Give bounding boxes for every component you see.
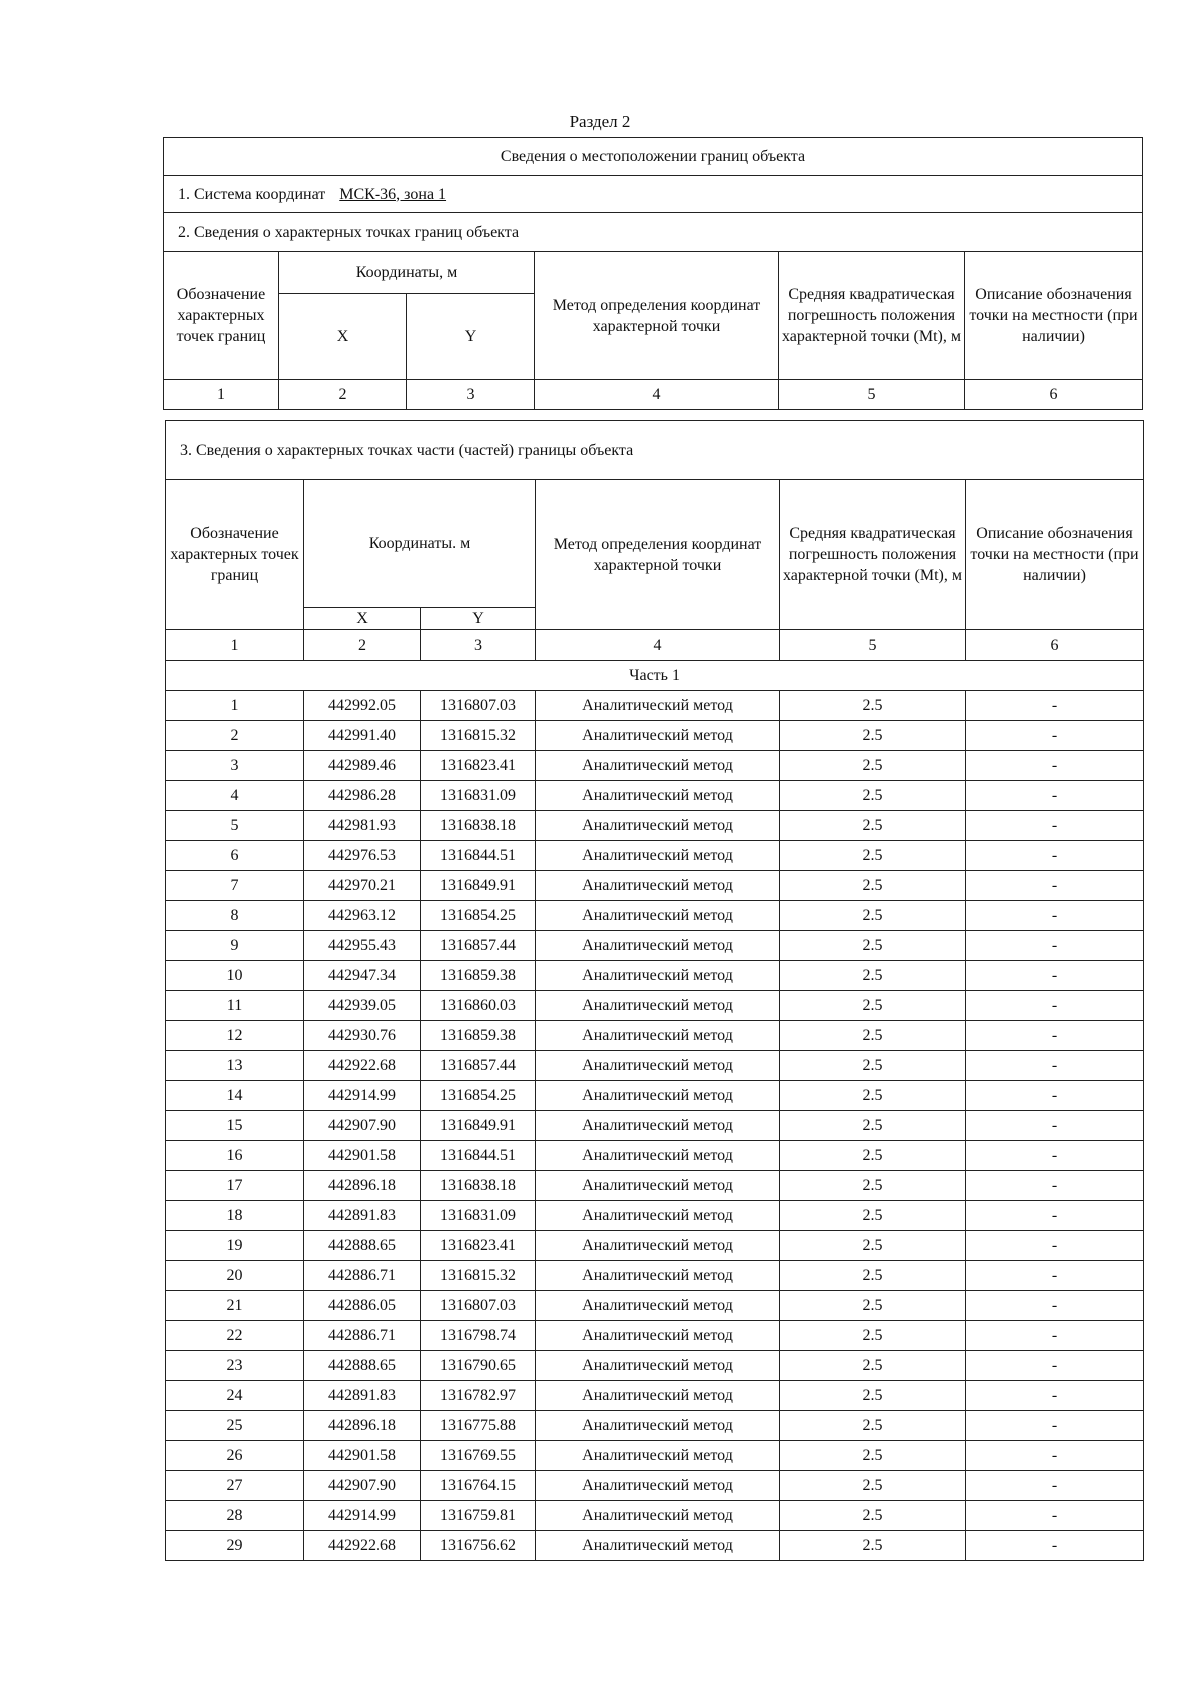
header-error: Средняя квадратическая погрешность положения характерной точки (Mt), м xyxy=(779,252,965,380)
description-cell: - xyxy=(966,931,1144,961)
y-coordinate-cell: 1316849.91 xyxy=(421,1111,536,1141)
point-number-cell: 7 xyxy=(166,871,304,901)
x-coordinate-cell: 442914.99 xyxy=(304,1501,421,1531)
y-coordinate-cell: 1316756.62 xyxy=(421,1531,536,1561)
col-number: 1 xyxy=(166,630,304,661)
table-row xyxy=(166,811,1144,841)
table-row xyxy=(166,961,1144,991)
description-cell: - xyxy=(966,1051,1144,1081)
boundary-part-points-table xyxy=(165,420,1144,1561)
table-row xyxy=(166,1081,1144,1111)
x-coordinate-cell: 442981.93 xyxy=(304,811,421,841)
description-cell: - xyxy=(966,961,1144,991)
x-coordinate-cell: 442888.65 xyxy=(304,1351,421,1381)
section-title: Раздел 2 xyxy=(569,112,631,131)
y-coordinate-cell: 1316859.38 xyxy=(421,1021,536,1051)
y-coordinate-cell: 1316782.97 xyxy=(421,1381,536,1411)
method-cell: Аналитический метод xyxy=(536,1051,780,1081)
description-cell: - xyxy=(966,991,1144,1021)
x-coordinate-cell: 442986.28 xyxy=(304,781,421,811)
method-cell: Аналитический метод xyxy=(536,1411,780,1441)
description-cell: - xyxy=(966,871,1144,901)
point-number-cell: 2 xyxy=(166,721,304,751)
method-cell: Аналитический метод xyxy=(536,721,780,751)
x-coordinate-cell: 442991.40 xyxy=(304,721,421,751)
x-coordinate-cell: 442888.65 xyxy=(304,1231,421,1261)
y-coordinate-cell: 1316775.88 xyxy=(421,1411,536,1441)
header-description: Описание обозначения точки на местности (при наличии) xyxy=(965,252,1143,380)
method-cell: Аналитический метод xyxy=(536,1261,780,1291)
table-row xyxy=(166,1111,1144,1141)
point-number-cell: 8 xyxy=(166,901,304,931)
col-number: 1 xyxy=(164,380,279,410)
x-coordinate-cell: 442901.58 xyxy=(304,1141,421,1171)
col-number: 3 xyxy=(407,380,535,410)
table-row xyxy=(166,1021,1144,1051)
description-cell: - xyxy=(966,1501,1144,1531)
table1-title: Сведения о местоположении границ объекта xyxy=(164,138,1143,176)
error-cell: 2.5 xyxy=(780,1321,966,1351)
x-coordinate-cell: 442896.18 xyxy=(304,1411,421,1441)
column-numbers-row xyxy=(166,630,1144,661)
coord-system-label: 1. Система координат xyxy=(178,185,326,203)
description-cell: - xyxy=(966,1381,1144,1411)
error-cell: 2.5 xyxy=(780,1111,966,1141)
table-row xyxy=(166,1261,1144,1291)
point-number-cell: 4 xyxy=(166,781,304,811)
x-coordinate-cell: 442886.71 xyxy=(304,1261,421,1291)
boundary-location-table xyxy=(163,137,1143,410)
point-number-cell: 11 xyxy=(166,991,304,1021)
description-cell: - xyxy=(966,781,1144,811)
x-coordinate-cell: 442992.05 xyxy=(304,691,421,721)
x-coordinate-cell: 442891.83 xyxy=(304,1201,421,1231)
description-cell: - xyxy=(966,1351,1144,1381)
description-cell: - xyxy=(966,1201,1144,1231)
col-number: 4 xyxy=(535,380,779,410)
coord-system-row xyxy=(164,176,1143,213)
x-coordinate-cell: 442970.21 xyxy=(304,871,421,901)
method-cell: Аналитический метод xyxy=(536,841,780,871)
table-row xyxy=(166,1531,1144,1561)
method-cell: Аналитический метод xyxy=(536,1111,780,1141)
error-cell: 2.5 xyxy=(780,871,966,901)
y-coordinate-cell: 1316798.74 xyxy=(421,1321,536,1351)
header-x: X xyxy=(304,608,421,630)
x-coordinate-cell: 442907.90 xyxy=(304,1111,421,1141)
method-cell: Аналитический метод xyxy=(536,1171,780,1201)
description-cell: - xyxy=(966,1141,1144,1171)
point-number-cell: 15 xyxy=(166,1111,304,1141)
y-coordinate-cell: 1316860.03 xyxy=(421,991,536,1021)
y-coordinate-cell: 1316859.38 xyxy=(421,961,536,991)
method-cell: Аналитический метод xyxy=(536,901,780,931)
table-row xyxy=(166,1441,1144,1471)
error-cell: 2.5 xyxy=(780,1261,966,1291)
description-cell: - xyxy=(966,1321,1144,1351)
col-number: 6 xyxy=(965,380,1143,410)
point-number-cell: 10 xyxy=(166,961,304,991)
error-cell: 2.5 xyxy=(780,901,966,931)
point-number-cell: 29 xyxy=(166,1531,304,1561)
col-number: 6 xyxy=(966,630,1144,661)
y-coordinate-cell: 1316844.51 xyxy=(421,1141,536,1171)
table2-title: 3. Сведения о характерных точках части (частей) границы объекта xyxy=(166,421,1144,480)
error-cell: 2.5 xyxy=(780,1441,966,1471)
description-cell: - xyxy=(966,721,1144,751)
method-cell: Аналитический метод xyxy=(536,1081,780,1111)
method-cell: Аналитический метод xyxy=(536,1201,780,1231)
y-coordinate-cell: 1316807.03 xyxy=(421,1291,536,1321)
table-row xyxy=(166,871,1144,901)
x-coordinate-cell: 442914.99 xyxy=(304,1081,421,1111)
point-number-cell: 20 xyxy=(166,1261,304,1291)
point-number-cell: 22 xyxy=(166,1321,304,1351)
col-number: 5 xyxy=(779,380,965,410)
header-coordinates: Координаты, м xyxy=(279,252,535,294)
header-coordinates: Координаты. м xyxy=(304,480,536,608)
error-cell: 2.5 xyxy=(780,841,966,871)
description-cell: - xyxy=(966,1171,1144,1201)
header-y: Y xyxy=(421,608,536,630)
method-cell: Аналитический метод xyxy=(536,871,780,901)
point-number-cell: 16 xyxy=(166,1141,304,1171)
col-number: 5 xyxy=(780,630,966,661)
description-cell: - xyxy=(966,1111,1144,1141)
error-cell: 2.5 xyxy=(780,1141,966,1171)
method-cell: Аналитический метод xyxy=(536,811,780,841)
error-cell: 2.5 xyxy=(780,931,966,961)
method-cell: Аналитический метод xyxy=(536,1021,780,1051)
method-cell: Аналитический метод xyxy=(536,751,780,781)
table-row xyxy=(166,1321,1144,1351)
table-row xyxy=(166,991,1144,1021)
point-number-cell: 3 xyxy=(166,751,304,781)
method-cell: Аналитический метод xyxy=(536,931,780,961)
table-row xyxy=(166,1291,1144,1321)
error-cell: 2.5 xyxy=(780,1411,966,1441)
description-cell: - xyxy=(966,751,1144,781)
table-row xyxy=(166,1231,1144,1261)
table-row xyxy=(166,841,1144,871)
description-cell: - xyxy=(966,841,1144,871)
x-coordinate-cell: 442939.05 xyxy=(304,991,421,1021)
y-coordinate-cell: 1316844.51 xyxy=(421,841,536,871)
y-coordinate-cell: 1316831.09 xyxy=(421,1201,536,1231)
header-method: Метод определения координат характерной точки xyxy=(535,252,779,380)
column-numbers-row xyxy=(164,380,1143,410)
header-designation: Обозначение характерных точек границ xyxy=(166,480,304,630)
point-number-cell: 26 xyxy=(166,1441,304,1471)
method-cell: Аналитический метод xyxy=(536,1441,780,1471)
x-coordinate-cell: 442989.46 xyxy=(304,751,421,781)
error-cell: 2.5 xyxy=(780,1171,966,1201)
method-cell: Аналитический метод xyxy=(536,1471,780,1501)
y-coordinate-cell: 1316764.15 xyxy=(421,1471,536,1501)
x-coordinate-cell: 442963.12 xyxy=(304,901,421,931)
y-coordinate-cell: 1316823.41 xyxy=(421,1231,536,1261)
point-number-cell: 27 xyxy=(166,1471,304,1501)
table-row xyxy=(166,1141,1144,1171)
header-x: X xyxy=(279,294,407,380)
error-cell: 2.5 xyxy=(780,691,966,721)
table-row xyxy=(166,1381,1144,1411)
x-coordinate-cell: 442886.71 xyxy=(304,1321,421,1351)
part-label: Часть 1 xyxy=(166,661,1144,691)
table-row xyxy=(166,1501,1144,1531)
table-row xyxy=(166,1471,1144,1501)
table-row xyxy=(166,781,1144,811)
point-number-cell: 21 xyxy=(166,1291,304,1321)
y-coordinate-cell: 1316831.09 xyxy=(421,781,536,811)
description-cell: - xyxy=(966,1081,1144,1111)
y-coordinate-cell: 1316807.03 xyxy=(421,691,536,721)
error-cell: 2.5 xyxy=(780,961,966,991)
x-coordinate-cell: 442930.76 xyxy=(304,1021,421,1051)
y-coordinate-cell: 1316857.44 xyxy=(421,1051,536,1081)
header-description: Описание обозначения точки на местности (при наличии) xyxy=(966,480,1144,630)
description-cell: - xyxy=(966,901,1144,931)
x-coordinate-cell: 442886.05 xyxy=(304,1291,421,1321)
method-cell: Аналитический метод xyxy=(536,1501,780,1531)
col-number: 4 xyxy=(536,630,780,661)
x-coordinate-cell: 442976.53 xyxy=(304,841,421,871)
point-number-cell: 5 xyxy=(166,811,304,841)
method-cell: Аналитический метод xyxy=(536,1141,780,1171)
y-coordinate-cell: 1316759.81 xyxy=(421,1501,536,1531)
point-number-cell: 25 xyxy=(166,1411,304,1441)
x-coordinate-cell: 442896.18 xyxy=(304,1171,421,1201)
error-cell: 2.5 xyxy=(780,1081,966,1111)
coord-system-value: МСК-36, зона 1 xyxy=(339,185,447,203)
y-coordinate-cell: 1316769.55 xyxy=(421,1441,536,1471)
point-number-cell: 14 xyxy=(166,1081,304,1111)
table-row xyxy=(166,1351,1144,1381)
table-row xyxy=(166,1171,1144,1201)
description-cell: - xyxy=(966,1231,1144,1261)
y-coordinate-cell: 1316849.91 xyxy=(421,871,536,901)
y-coordinate-cell: 1316823.41 xyxy=(421,751,536,781)
error-cell: 2.5 xyxy=(780,1291,966,1321)
error-cell: 2.5 xyxy=(780,1201,966,1231)
error-cell: 2.5 xyxy=(780,1051,966,1081)
x-coordinate-cell: 442907.90 xyxy=(304,1471,421,1501)
col-number: 2 xyxy=(279,380,407,410)
method-cell: Аналитический метод xyxy=(536,991,780,1021)
header-error: Средняя квадратическая погрешность положения характерной точки (Mt), м xyxy=(780,480,966,630)
point-number-cell: 19 xyxy=(166,1231,304,1261)
col-number: 3 xyxy=(421,630,536,661)
col-number: 2 xyxy=(304,630,421,661)
method-cell: Аналитический метод xyxy=(536,1291,780,1321)
method-cell: Аналитический метод xyxy=(536,1351,780,1381)
table-row xyxy=(166,931,1144,961)
x-coordinate-cell: 442922.68 xyxy=(304,1531,421,1561)
error-cell: 2.5 xyxy=(780,991,966,1021)
description-cell: - xyxy=(966,1411,1144,1441)
point-number-cell: 17 xyxy=(166,1171,304,1201)
error-cell: 2.5 xyxy=(780,1501,966,1531)
point-number-cell: 12 xyxy=(166,1021,304,1051)
table-row xyxy=(166,751,1144,781)
point-number-cell: 23 xyxy=(166,1351,304,1381)
header-y: Y xyxy=(407,294,535,380)
point-number-cell: 24 xyxy=(166,1381,304,1411)
point-number-cell: 9 xyxy=(166,931,304,961)
point-number-cell: 1 xyxy=(166,691,304,721)
error-cell: 2.5 xyxy=(780,721,966,751)
method-cell: Аналитический метод xyxy=(536,961,780,991)
points-table-body xyxy=(166,691,1144,1561)
points-section-title: 2. Сведения о характерных точках границ объекта xyxy=(164,213,1143,252)
y-coordinate-cell: 1316838.18 xyxy=(421,1171,536,1201)
point-number-cell: 6 xyxy=(166,841,304,871)
table-row xyxy=(166,1411,1144,1441)
description-cell: - xyxy=(966,1021,1144,1051)
x-coordinate-cell: 442947.34 xyxy=(304,961,421,991)
description-cell: - xyxy=(966,1471,1144,1501)
error-cell: 2.5 xyxy=(780,1351,966,1381)
method-cell: Аналитический метод xyxy=(536,1231,780,1261)
y-coordinate-cell: 1316838.18 xyxy=(421,811,536,841)
y-coordinate-cell: 1316854.25 xyxy=(421,1081,536,1111)
error-cell: 2.5 xyxy=(780,1531,966,1561)
error-cell: 2.5 xyxy=(780,1471,966,1501)
error-cell: 2.5 xyxy=(780,1021,966,1051)
method-cell: Аналитический метод xyxy=(536,691,780,721)
method-cell: Аналитический метод xyxy=(536,1381,780,1411)
table-row xyxy=(166,691,1144,721)
method-cell: Аналитический метод xyxy=(536,1321,780,1351)
table-row xyxy=(166,721,1144,751)
error-cell: 2.5 xyxy=(780,1231,966,1261)
description-cell: - xyxy=(966,691,1144,721)
x-coordinate-cell: 442922.68 xyxy=(304,1051,421,1081)
description-cell: - xyxy=(966,1291,1144,1321)
y-coordinate-cell: 1316790.65 xyxy=(421,1351,536,1381)
error-cell: 2.5 xyxy=(780,1381,966,1411)
y-coordinate-cell: 1316857.44 xyxy=(421,931,536,961)
error-cell: 2.5 xyxy=(780,781,966,811)
description-cell: - xyxy=(966,811,1144,841)
point-number-cell: 13 xyxy=(166,1051,304,1081)
error-cell: 2.5 xyxy=(780,751,966,781)
y-coordinate-cell: 1316815.32 xyxy=(421,721,536,751)
description-cell: - xyxy=(966,1531,1144,1561)
description-cell: - xyxy=(966,1441,1144,1471)
point-number-cell: 18 xyxy=(166,1201,304,1231)
error-cell: 2.5 xyxy=(780,811,966,841)
header-method: Метод определения координат характерной точки xyxy=(536,480,780,630)
point-number-cell: 28 xyxy=(166,1501,304,1531)
x-coordinate-cell: 442901.58 xyxy=(304,1441,421,1471)
table-row xyxy=(166,901,1144,931)
method-cell: Аналитический метод xyxy=(536,781,780,811)
header-designation: Обозначение характерных точек границ xyxy=(164,252,279,380)
description-cell: - xyxy=(966,1261,1144,1291)
y-coordinate-cell: 1316815.32 xyxy=(421,1261,536,1291)
y-coordinate-cell: 1316854.25 xyxy=(421,901,536,931)
x-coordinate-cell: 442955.43 xyxy=(304,931,421,961)
x-coordinate-cell: 442891.83 xyxy=(304,1381,421,1411)
method-cell: Аналитический метод xyxy=(536,1531,780,1561)
table-row xyxy=(166,1201,1144,1231)
table-row xyxy=(166,1051,1144,1081)
